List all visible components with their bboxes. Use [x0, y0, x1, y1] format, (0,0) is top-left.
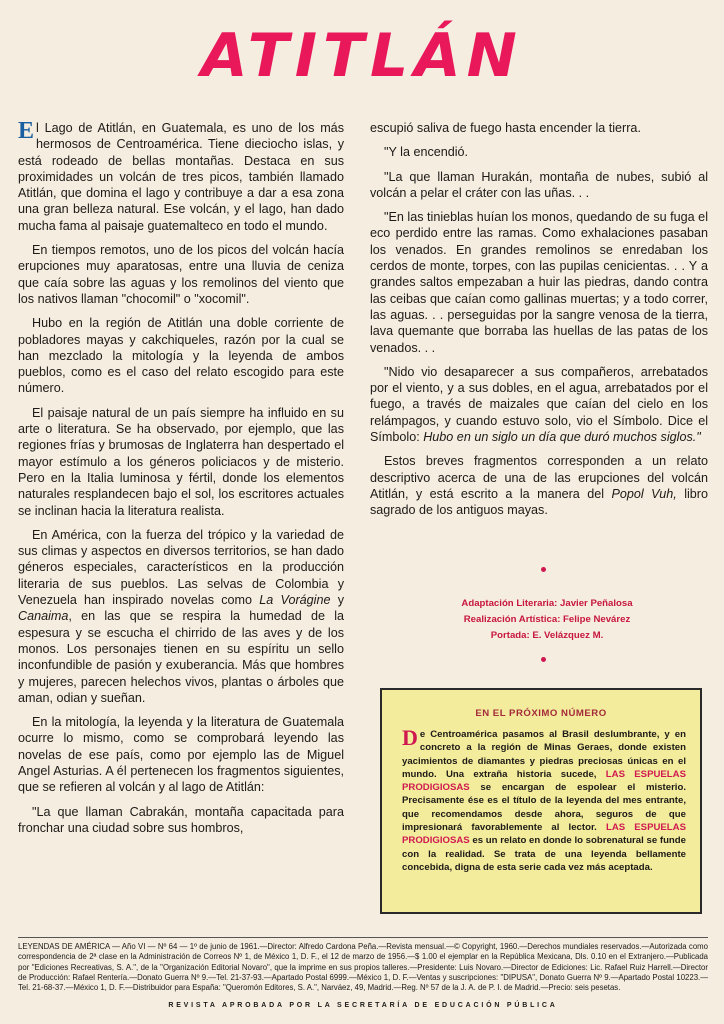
footer-rule [18, 937, 708, 938]
paragraph: "En las tinieblas huían los monos, quedando de su fuga el eco perdido entre las ramas. Como exhalaciones pasaban los venados. En grandes remolinos se enredaban los cerdos de monte, torpes, con las pupilas cenicientas. . . Y a grandes saltos empezaban a huir las piedras, dando contra las ceibas que caían como gallinas muertas; y a todo correr, las aguas. . . perseguidas por la sangre venosa de la tierra, lava quemante que borraba las huellas de las patas de los venados. . . [370, 210, 708, 355]
paragraph: El Lago de Atitlán, en Guatemala, es uno de los más hermosos de Centroamérica. Tiene dieciocho islas, y está rodeado de bellas montañas. Destaca en sus proximidades un volcán de tres picos, también llamado Atitlán, que domina el lago y contribuye a dar a esa zona una gran belleza natural. Ese volcán, y el lago, han dado mucha fama al paisaje guatemalteco en todo el mundo. [18, 118, 344, 233]
credit-art: Realización Artística: Felipe Nevárez [463, 614, 631, 625]
drop-cap: E [18, 118, 35, 144]
paragraph: En tiempos remotos, uno de los picos del volcán hacía erupciones muy aparatosas, entre una lluvia de ceniza que caía sobre las aguas y los remolinos del viento que los nativos llaman "chocomil" o "xocomil". [18, 243, 344, 306]
left-column [18, 120, 344, 844]
paragraph: "La que llaman Hurakán, montaña de nubes, subió al volcán a pelar el cráter con las uñas. . . [370, 169, 708, 200]
separator-dot [541, 567, 546, 572]
approval-line: REVISTA APROBADA POR LA SECRETARÍA DE EDUCACIÓN PÚBLICA [168, 1002, 558, 1010]
paragraph: "La que llaman Cabrakán, montaña capacitada para fronchar una ciudad sobre sus hombros, [18, 804, 344, 835]
right-column [370, 120, 708, 527]
credits [420, 596, 674, 644]
paragraph: En América, con la fuerza del trópico y la variedad de sus climas y aspectos en diversos territorios, se han dado géneros especiales, característicos en la producción literaria de sus pueblos. Las selvas de Colombia y Venezuela han inspirado novelas como La Vorágine y Canaima, en las que se respira la humedad de la espesura y se escucha el chirrido de las aves y de los monos. Los personajes tienen en su espíritu un sello inconfundible de pasión y exuberancia. Más que hombres y mujeres, parecen helechos vivos, plantas o árboles que aman, odian y sueñan. [18, 527, 344, 705]
paragraph: "Nido vio desaparecer a sus compañeros, arrebatados por el viento, y a sus dobles, en el agua, arrebatados por el fuego, a través de maizales que caían del cielo en los relámpagos, y cuando estuvo solo, vio el Símbolo. Dice el Símbolo: Hubo en un siglo un día que duró muchos siglos." [370, 364, 708, 445]
next-issue-text: De Centroamérica pasamos al Brasil deslumbrante, y en concreto a la región de Minas Geraes, donde existen yacimientos de diamantes y piedras preciosas únicas en el mundo. Una extraña historia sucede, LAS ESPUELAS PRODIGIOSAS se encargan de espolear el misterio. Precisamente ése es el título de la leyenda del mes entrante, que recomendamos desde ahora, seguros de que impresionará favorablemente al lector. LAS ESPUELAS PRODIGIOSAS es un relato en donde lo sobrenatural se funde con la realidad. Se trata de una leyenda bellamente concebida, digna de esta serie cada vez más aceptada. [402, 725, 686, 873]
paragraph: En la mitología, la leyenda y la literatura de Guatemala ocurre lo mismo, como se comprobará leyendo las novelas de ese país, como por ejemplo las de Miguel Angel Asturias. A él pertenecen los fragmentos siguientes, que se refieren al volcán y al lago de Atitlán: [18, 715, 344, 795]
paragraph: "Y la encendió. [384, 145, 469, 160]
drop-cap: D [402, 725, 418, 750]
next-issue-heading: EN EL PRÓXIMO NÚMERO [475, 708, 607, 719]
paragraph: Hubo en la región de Atitlán una doble corriente de pobladores mayas y cakchiqueles, razón por la cual se han mezclado la mitología y la leyenda de ambos pueblos, como es el caso del relato escogido para este número. [18, 316, 344, 396]
legal-notice: LEYENDAS DE AMÉRICA — Año VI — Nº 64 — 1º de junio de 1961.—Director: Alfredo Cardona Peña.—Revista mensual.—© Copyright, 1960.—Derechos mundiales reservados.—Autorizada como correspondencia de 2ª clase en la Administración de Correos Nº 1, de México 1, D. F., el 12 de marzo de 1956.—$ 1.00 el ejemplar en la República Mexicana, Dls. 0.10 en el Extranjero.—Publicada por "Ediciones Recreativas, S. A.", de la "Organización Editorial Novaro", que la imprime en sus propios talleres.—Presidente: Luis Novaro.—Director de Ediciones: Lic. Rafael Ruiz Harrell.—Director de Producción: Rafael Rentería.—Donato Guerra Nº 9.—Tel. 21-37-93.—Apartado Postal 6999.—México 1, D. F.—Ventas y suscripciones: "DIPUSA", Donato Guerra Nº 9.—Apartado Postal 10223.—Tel. 21-68-37.—México 1, D. F.—Distribuidor para España: "Queromón Editores, S. A.", Narváez, 49, Madrid.—Reg. Nº 57 de la J. A. de P. I. de Madrid.—Precio: seis pesetas. [18, 942, 708, 993]
credit-adaptation: Adaptación Literaria: Javier Peñalosa [461, 598, 633, 609]
page-title: ATITLÁN [201, 21, 523, 91]
credit-cover: Portada: E. Velázquez M. [490, 630, 604, 641]
footer [18, 937, 708, 1012]
paragraph: escupió saliva de fuego hasta encender la tierra. [370, 121, 641, 135]
paragraph: Estos breves fragmentos corresponden a un relato descriptivo acerca de una de las erupciones del volcán Atitlán, y está escrito a la manera del Popol Vuh, libro sagrado de los antiguos mayas. [370, 454, 709, 518]
separator-dot [541, 657, 546, 662]
paragraph: El paisaje natural de un país siempre ha influido en su arte o literatura. Se ha observado, por ejemplo, que las regiones frías y brumosas de Inglaterra han despertado el mayor estímulo a los géneros policiacos y de misterio. Pero en la Italia luminosa y fértil, donde los elementos naturales resplandecen bajo el sol, los escritores actuales se inclinan hacia la literatura realista. [18, 405, 344, 518]
next-issue-box [380, 688, 702, 914]
